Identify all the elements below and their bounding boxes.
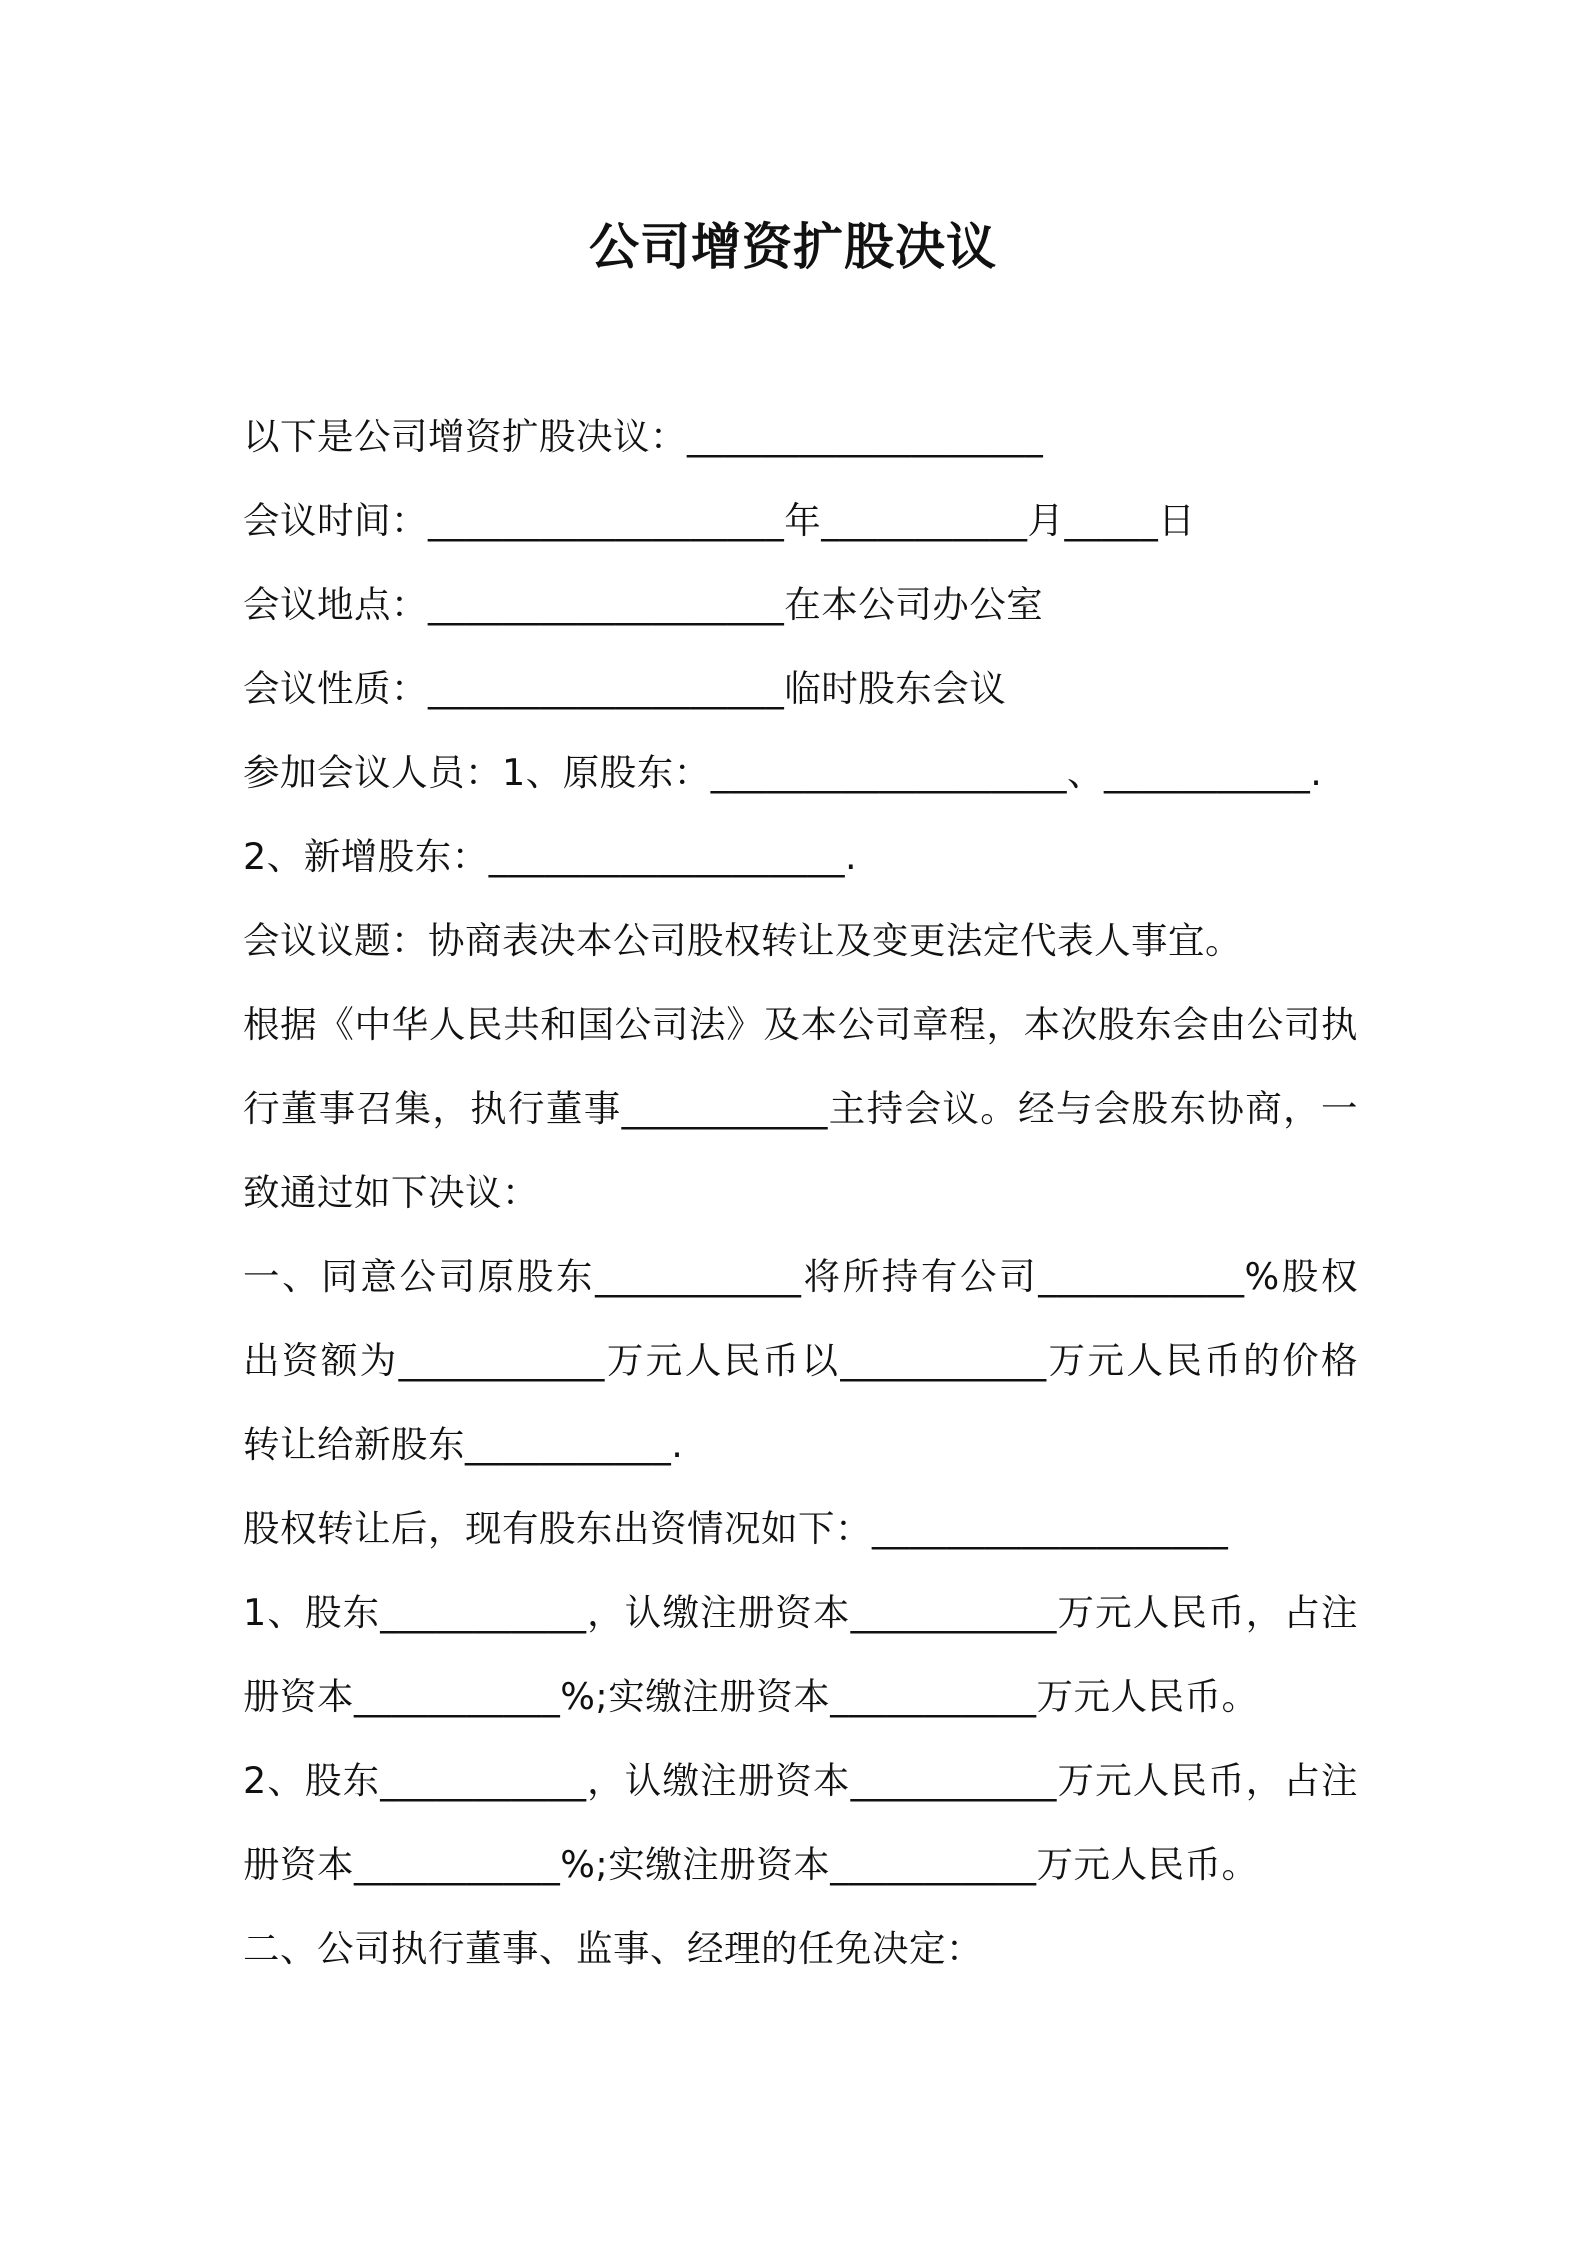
shareholder-one-line: 册资本___________%;实缴注册资本___________万元人民币。: [243, 1675, 1259, 1718]
line-meeting-time: 会议时间：___________________年___________月_____日: [243, 499, 1196, 542]
line-meeting-nature: 会议性质：___________________临时股东会议: [243, 667, 1007, 710]
line-attendees-new: 2、新增股东：___________________.: [243, 835, 858, 878]
line-intro: 以下是公司增资扩股决议：___________________: [243, 415, 1044, 458]
shareholder-two-line: 2、股东___________，认缴注册资本___________万元人民币，占注: [243, 1759, 1358, 1802]
line-meeting-topic: 会议议题：协商表决本公司股权转让及变更法定代表人事宜。: [243, 919, 1242, 962]
resolution-one-line: 出资额为___________万元人民币以___________万元人民币的价格: [243, 1339, 1358, 1382]
line-attendees-original: 参加会议人员：1、原股东：___________________、___________.: [243, 751, 1323, 794]
paragraph-line: 致通过如下决议：: [243, 1171, 539, 1214]
shareholder-two-line: 册资本___________%;实缴注册资本___________万元人民币。: [243, 1843, 1259, 1886]
resolution-one-line: 一、同意公司原股东___________将所持有公司___________%股权: [243, 1255, 1358, 1298]
shareholder-one-line: 1、股东___________，认缴注册资本___________万元人民币，占注: [243, 1591, 1358, 1634]
resolution-two-heading: 二、公司执行董事、监事、经理的任免决定：: [243, 1927, 983, 1970]
line-after-transfer: 股权转让后，现有股东出资情况如下：___________________: [243, 1507, 1229, 1550]
line-meeting-place: 会议地点：___________________在本公司办公室: [243, 583, 1044, 626]
paragraph-line: 根据《中华人民共和国公司法》及本公司章程，本次股东会由公司执: [243, 1003, 1358, 1046]
document-title: 公司增资扩股决议: [589, 218, 997, 276]
paragraph-line: 行董事召集，执行董事___________主持会议。经与会股东协商，一: [243, 1087, 1358, 1130]
resolution-one-line: 转让给新股东___________.: [243, 1423, 684, 1466]
